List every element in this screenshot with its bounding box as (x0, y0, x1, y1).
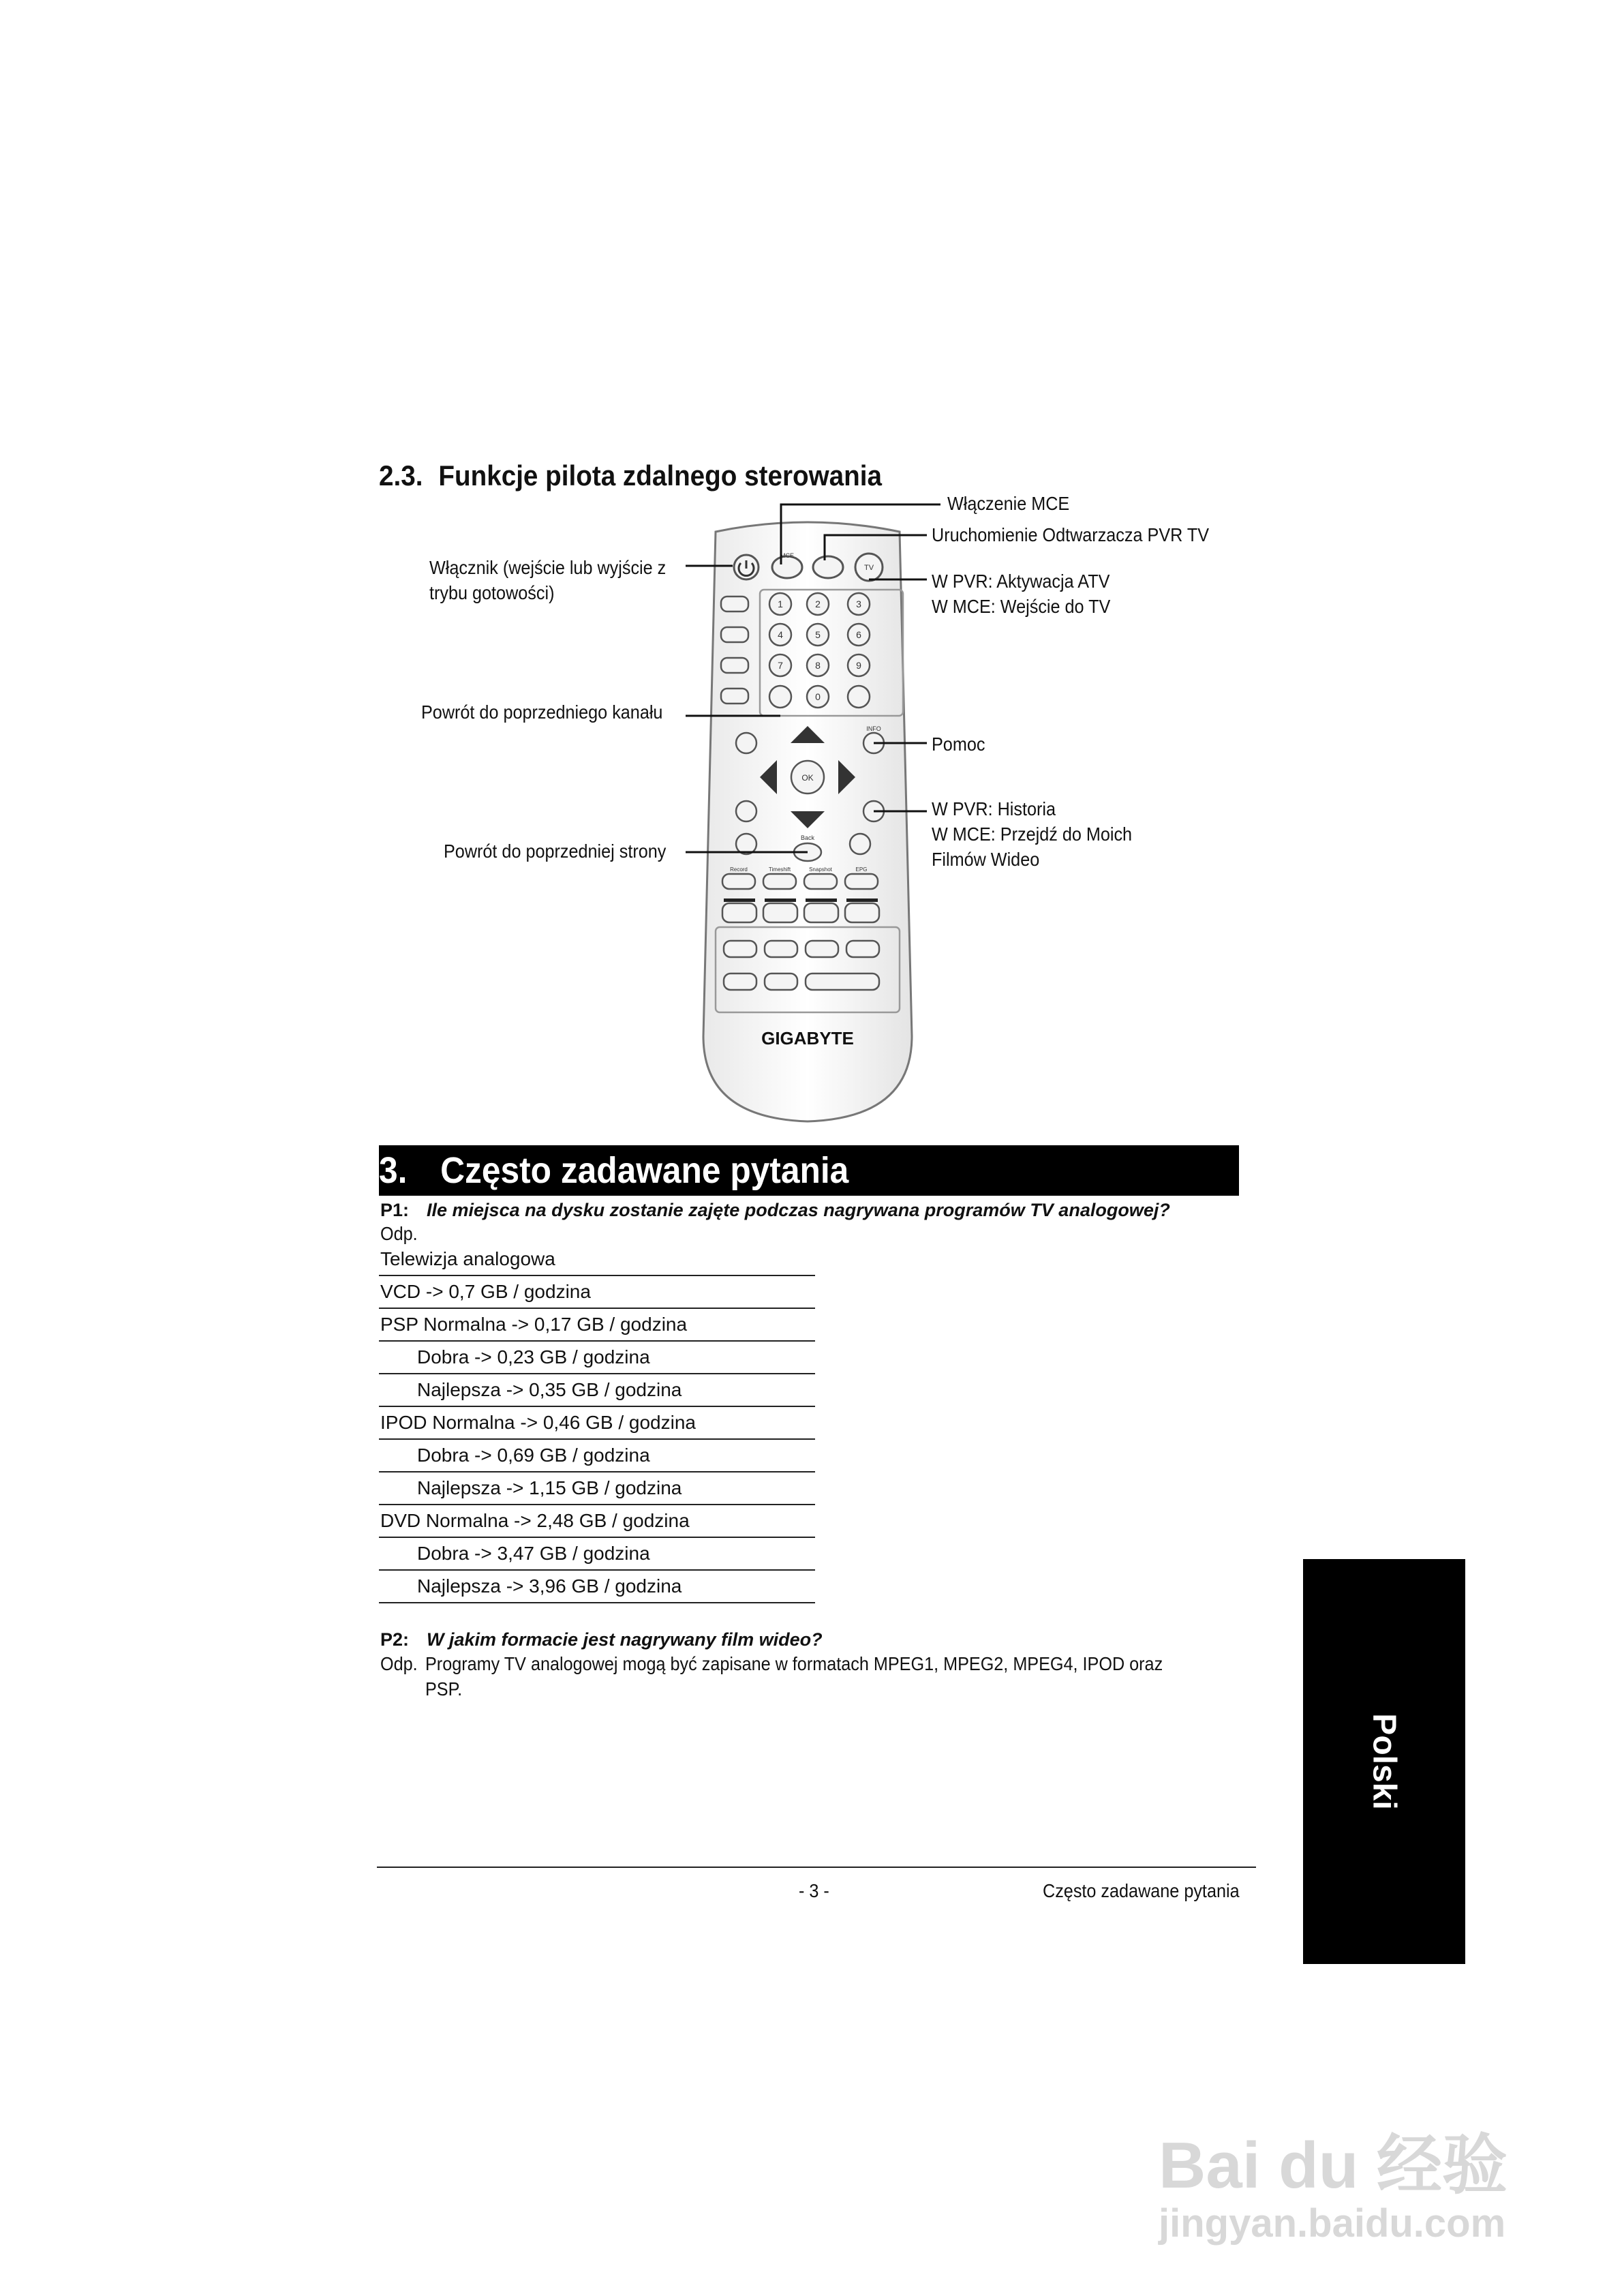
footer-section-title: Często zadawane pytania (1043, 1880, 1240, 1901)
table-row (379, 1308, 815, 1341)
svg-text:5: 5 (815, 629, 821, 640)
table-cell: Telewizja analogowa (379, 1243, 815, 1275)
section-number: 2.3. (379, 459, 423, 492)
section-banner-3 (379, 1145, 1239, 1196)
callout-tv-line2: W MCE: Wejście do TV (932, 596, 1111, 617)
question-text: W jakim formacie jest nagrywany film wideo? (427, 1629, 823, 1650)
table-row (379, 1243, 815, 1275)
footer-rule (377, 1867, 1256, 1868)
callout-power (429, 555, 666, 605)
svg-text:7: 7 (778, 660, 783, 671)
callout-mce-on: Włączenie MCE (947, 493, 1070, 514)
svg-text:Snapshot: Snapshot (809, 866, 832, 873)
section-3-number: 3. (379, 1150, 408, 1191)
svg-text:0: 0 (815, 691, 821, 702)
remote-brand-logo: GIGABYTE (761, 1028, 854, 1048)
callout-history-line1: W PVR: Historia (932, 798, 1056, 819)
svg-text:1: 1 (778, 599, 783, 609)
table-row (379, 1406, 815, 1439)
callout-power-line1: Włącznik (wejście lub wyjście z (429, 557, 667, 578)
mce-button-label: MCE (780, 552, 794, 559)
table-cell: Najlepsza -> 3,96 GB / godzina (379, 1570, 815, 1603)
svg-text:6: 6 (856, 629, 861, 640)
faq-question-2 (380, 1629, 823, 1650)
table-cell: Najlepsza -> 1,15 GB / godzina (379, 1472, 815, 1505)
callout-power-line2: trybu gotowości) (429, 582, 555, 603)
faq-question-1 (380, 1200, 1170, 1221)
table-cell: Dobra -> 3,47 GB / godzina (379, 1537, 815, 1570)
callout-prev-page: Powrót do poprzedniej strony (444, 841, 667, 862)
watermark-logo: Bai du 经验 (1159, 2129, 1508, 2202)
table-row (379, 1570, 815, 1603)
question-label: P2: (380, 1629, 410, 1650)
table-row (379, 1341, 815, 1374)
table-row (379, 1439, 815, 1472)
svg-text:Record: Record (730, 866, 748, 873)
question-text: Ile miejsca na dysku zostanie zajęte podczas nagrywana programów TV analogowej? (427, 1200, 1170, 1220)
question-label: P1: (380, 1200, 410, 1220)
svg-text:8: 8 (815, 660, 821, 671)
storage-table (379, 1243, 815, 1603)
callout-prev-channel: Powrót do poprzedniego kanału (421, 701, 663, 723)
tv-button-label: TV (863, 564, 874, 572)
language-side-tab-label: Polski (1366, 1713, 1403, 1810)
section-title: Funkcje pilota zdalnego sterowania (438, 459, 882, 492)
table-cell: PSP Normalna -> 0,17 GB / godzina (379, 1308, 815, 1341)
table-cell: IPOD Normalna -> 0,46 GB / godzina (379, 1406, 815, 1439)
table-row (379, 1275, 815, 1308)
answer-label: Odp. (380, 1653, 418, 1674)
svg-text:2: 2 (815, 599, 821, 609)
svg-text:4: 4 (778, 629, 783, 640)
language-side-tab (1303, 1559, 1465, 1964)
callout-history-line2: W MCE: Przejdź do Moich (932, 824, 1133, 845)
callout-help: Pomoc (932, 734, 985, 755)
table-row (379, 1505, 815, 1537)
table-row (379, 1374, 815, 1406)
table-cell: Dobra -> 0,23 GB / godzina (379, 1341, 815, 1374)
info-label: INFO (866, 725, 881, 732)
table-row (379, 1537, 815, 1570)
answer-text-line1: Programy TV analogowej mogą być zapisane w formatach MPEG1, MPEG2, MPEG4, IPOD oraz (425, 1653, 1163, 1674)
answer-text-line2: PSP. (425, 1678, 463, 1700)
callout-tv-line1: W PVR: Aktywacja ATV (932, 571, 1110, 592)
watermark-url: jingyan.baidu.com (1159, 2201, 1506, 2246)
svg-text:Timeshift: Timeshift (768, 866, 791, 873)
callout-tv (932, 569, 1110, 619)
table-row (379, 1472, 815, 1505)
table-cell: VCD -> 0,7 GB / godzina (379, 1275, 815, 1308)
back-label: Back (800, 834, 815, 841)
answer-label: Odp. (380, 1223, 418, 1244)
svg-text:9: 9 (856, 660, 861, 671)
table-cell: DVD Normalna -> 2,48 GB / godzina (379, 1505, 815, 1537)
ok-label: OK (801, 773, 814, 783)
callout-history-line3: Filmów Wideo (932, 849, 1040, 870)
section-3-title: Często zadawane pytania (440, 1150, 849, 1191)
callout-pvr-player: Uruchomienie Odtwarzacza PVR TV (932, 524, 1210, 545)
svg-text:3: 3 (856, 599, 861, 609)
svg-text:EPG: EPG (855, 866, 868, 873)
table-cell: Dobra -> 0,69 GB / godzina (379, 1439, 815, 1472)
leader-pvr (825, 535, 927, 560)
table-cell: Najlepsza -> 0,35 GB / godzina (379, 1374, 815, 1406)
callout-history (932, 796, 1132, 872)
page-number: - 3 - (799, 1880, 829, 1901)
